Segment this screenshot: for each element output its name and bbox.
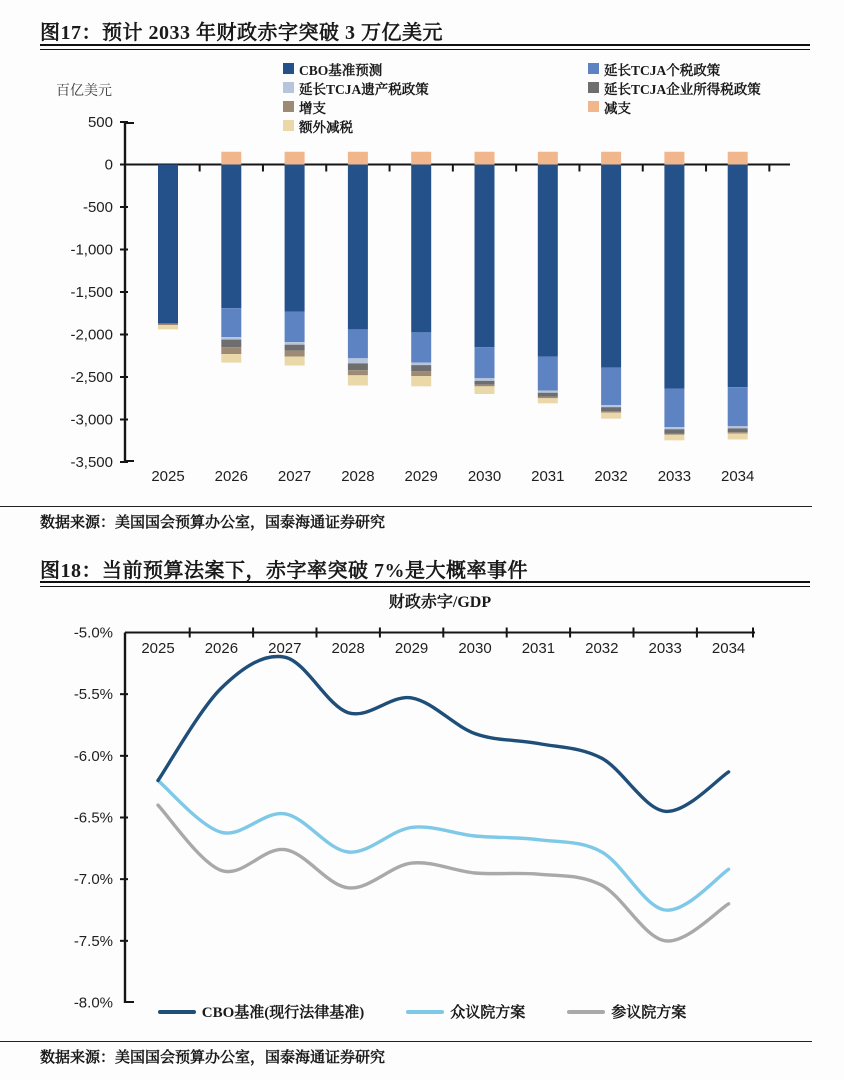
- bar-segment: [475, 347, 495, 378]
- bar-segment: [348, 375, 368, 385]
- bar-segment: [475, 385, 495, 387]
- bar-segment: [664, 165, 684, 389]
- y-tick-label: -2,500: [70, 369, 113, 386]
- legend-item: [158, 1001, 365, 1022]
- legend-label: 众议院方案: [450, 1005, 526, 1021]
- bar-segment: [475, 386, 495, 394]
- bar-segment: [158, 165, 178, 324]
- y-tick-label: -6.0%: [73, 747, 113, 765]
- legend-label: CBO基准(现行法律基准): [201, 1005, 365, 1021]
- bar-segment: [664, 427, 684, 429]
- bar-segment: [411, 363, 431, 366]
- figure18-source: 数据来源：美国国会预算办公室，国泰海通证券研究: [40, 1050, 386, 1066]
- x-tick-label: 2033: [648, 640, 682, 657]
- bar-segment: [285, 345, 305, 351]
- figure18-source-rule: [0, 1041, 812, 1042]
- figure17-source: 数据来源：美国国会预算办公室，国泰海通证券研究: [40, 515, 386, 531]
- legend-label: 额外减税: [299, 119, 353, 135]
- bar-segment: [348, 363, 368, 370]
- bar-segment: [601, 152, 621, 165]
- x-tick-label: 2034: [711, 640, 746, 657]
- x-tick-label: 2026: [214, 468, 248, 485]
- y-tick-label: -3,000: [70, 411, 113, 429]
- bar-segment: [728, 165, 748, 388]
- bar-segment: [411, 365, 431, 371]
- bar-segment: [664, 434, 684, 435]
- legend-label: 增支: [299, 100, 326, 116]
- x-tick-label: 2031: [521, 640, 556, 657]
- x-tick-label: 2032: [585, 640, 619, 657]
- y-tick-label: 500: [87, 114, 113, 131]
- x-tick-label: 2026: [204, 640, 239, 657]
- y-tick-label: -5.0%: [73, 624, 113, 642]
- bar-segment: [475, 381, 495, 385]
- bar-segment: [411, 332, 431, 362]
- y-tick-label: -3,500: [70, 454, 113, 471]
- x-tick-label: 2025: [151, 468, 185, 485]
- bar-segment: [728, 434, 748, 440]
- legend-line-swatch: [158, 1010, 196, 1014]
- x-tick-label: 2030: [467, 468, 502, 485]
- bar-segment: [538, 152, 558, 165]
- x-tick-label: 2034: [721, 468, 755, 485]
- bar-segment: [728, 432, 748, 433]
- x-tick-label: 2028: [331, 640, 365, 657]
- y-tick-label: 0: [104, 156, 113, 174]
- bar-segment: [285, 152, 305, 165]
- legend-label: 减支: [604, 100, 631, 116]
- legend-label: 延长TCJA企业所得税政策: [604, 81, 761, 97]
- bar-segment: [285, 312, 305, 343]
- figure18-chart-title: 财政赤字/GDP: [388, 594, 492, 611]
- series-line: [158, 805, 729, 941]
- figure18-legend: [60, 1001, 784, 1022]
- bar-segment: [348, 152, 368, 165]
- bar-segment: [538, 165, 558, 357]
- y-tick-label: -1,500: [70, 284, 113, 301]
- bar-segment: [221, 354, 241, 363]
- y-tick-label: -7.5%: [73, 932, 113, 950]
- bar-segment: [411, 165, 431, 333]
- bar-segment: [601, 165, 621, 368]
- legend-line-swatch: [406, 1010, 444, 1014]
- bar-segment: [664, 429, 684, 433]
- y-tick-label: -8.0%: [73, 994, 113, 1012]
- bar-segment: [664, 435, 684, 441]
- bar-segment: [348, 370, 368, 375]
- y-tick-label: -5.5%: [73, 686, 113, 704]
- y-tick-label: -7.0%: [73, 871, 113, 889]
- bar-segment: [538, 357, 558, 391]
- bar-segment: [601, 405, 621, 407]
- figure17-heading: 图17：预计 2033 年财政赤字突破 3 万亿美元: [40, 22, 443, 44]
- y-tick-label: -2,000: [70, 326, 113, 344]
- bar-segment: [538, 397, 558, 399]
- y-tick-label: -1,000: [70, 241, 113, 259]
- figure18-heading-rule: [40, 581, 810, 587]
- x-tick-label: 2029: [404, 468, 438, 485]
- bar-segment: [285, 357, 305, 366]
- bar-segment: [158, 325, 178, 329]
- legend-item: [567, 1001, 686, 1022]
- x-tick-label: 2031: [531, 468, 565, 485]
- bar-segment: [601, 411, 621, 413]
- x-tick-label: 2028: [341, 468, 375, 485]
- bar-segment: [664, 152, 684, 165]
- legend-label: 延长TCJA个税政策: [604, 62, 721, 78]
- bar-segment: [348, 358, 368, 363]
- bar-segment: [538, 391, 558, 393]
- x-tick-label: 2027: [277, 468, 312, 485]
- series-line: [158, 656, 729, 811]
- bar-segment: [348, 165, 368, 330]
- legend-label: 参议院方案: [611, 1005, 687, 1021]
- bar-segment: [348, 329, 368, 358]
- bar-segment: [221, 308, 241, 337]
- x-tick-label: 2032: [594, 468, 628, 485]
- bar-segment: [411, 376, 431, 386]
- x-tick-label: 2033: [657, 468, 692, 485]
- legend-item: [406, 1001, 525, 1022]
- bar-segment: [728, 387, 748, 426]
- bar-segment: [475, 165, 495, 348]
- legend-label: 延长TCJA遗产税政策: [299, 81, 429, 97]
- bar-segment: [221, 165, 241, 309]
- bar-segment: [221, 347, 241, 354]
- figure18-heading: 图18：当前预算法案下，赤字率突破 7%是大概率事件: [40, 560, 528, 582]
- legend-label: CBO基准预测: [299, 62, 383, 78]
- x-tick-label: 2027: [268, 640, 302, 657]
- bar-segment: [728, 426, 748, 428]
- legend-line-swatch: [567, 1010, 605, 1014]
- bar-segment: [538, 398, 558, 403]
- x-tick-label: 2030: [458, 640, 492, 657]
- bar-segment: [221, 337, 241, 340]
- bar-segment: [221, 152, 241, 165]
- bar-segment: [728, 152, 748, 165]
- bar-segment: [285, 165, 305, 312]
- bar-segment: [475, 378, 495, 381]
- y-tick-label: -6.5%: [73, 809, 113, 827]
- bar-segment: [411, 371, 431, 376]
- bar-segment: [728, 428, 748, 432]
- bar-segment: [475, 152, 495, 165]
- bar-segment: [285, 351, 305, 357]
- x-tick-label: 2025: [141, 640, 175, 657]
- bar-segment: [601, 407, 621, 411]
- bar-segment: [158, 323, 178, 325]
- figure17-unit-label: 百亿美元: [56, 84, 112, 99]
- bar-segment: [664, 388, 684, 427]
- bar-segment: [221, 340, 241, 348]
- bar-segment: [601, 368, 621, 405]
- bar-segment: [601, 413, 621, 419]
- bar-segment: [285, 342, 305, 345]
- figure17-source-rule: [0, 506, 812, 507]
- y-tick-label: -500: [82, 199, 113, 216]
- bar-segment: [538, 393, 558, 397]
- bar-segment: [411, 152, 431, 165]
- x-tick-label: 2029: [394, 640, 429, 657]
